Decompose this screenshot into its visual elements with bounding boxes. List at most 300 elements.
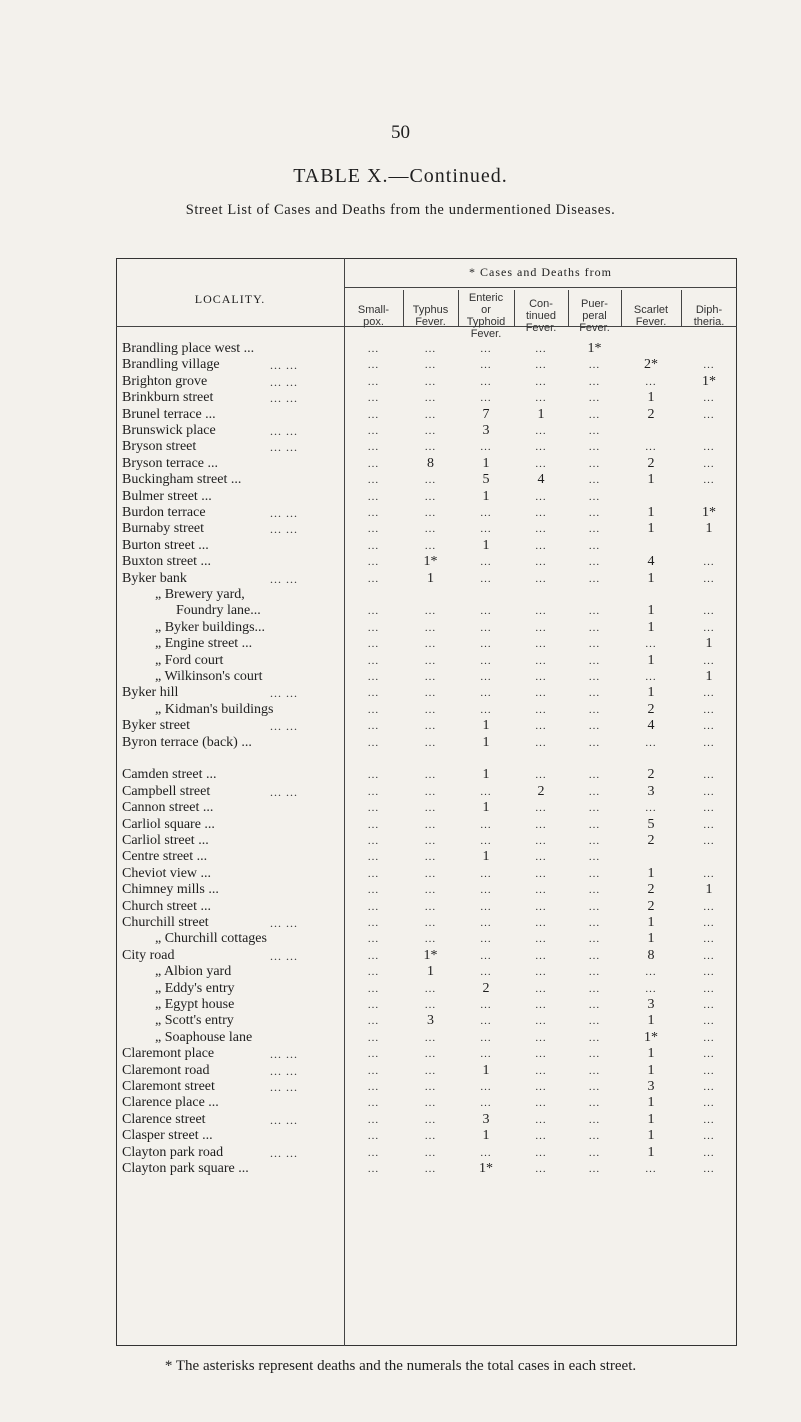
table-cell: ... [367, 949, 380, 962]
locality-name: Clayton park square ... [122, 1161, 249, 1176]
table-cell: ... [588, 441, 601, 454]
table-cell: ... [424, 736, 437, 749]
table-cell: 1 [537, 406, 545, 422]
table-row [0, 1112, 801, 1128]
table-cell: ... [367, 556, 380, 569]
column-header-line: theria. [693, 316, 725, 328]
table-cell: ... [424, 359, 437, 372]
table-cell: ... [367, 818, 380, 831]
table-row [0, 899, 801, 915]
table-cell: ... [588, 933, 601, 946]
table-cell: 1 [647, 1013, 655, 1029]
table-cell: ... [424, 1130, 437, 1143]
table-cell: ... [424, 441, 437, 454]
locality-name: Chimney mills ... [122, 882, 219, 898]
table-cell: ... [535, 949, 547, 962]
table-cell: ... [535, 1064, 547, 1077]
table-row [0, 751, 801, 767]
table-cell: ... [424, 507, 437, 519]
leader-dots: ... ... [270, 686, 298, 701]
leader-dots: ... ... [270, 1145, 298, 1160]
table-cell: ... [480, 917, 492, 929]
table-row [0, 669, 801, 685]
table-cell: ... [703, 867, 715, 880]
leader-dots: ... ... [270, 440, 298, 455]
table-title: TABLE X.—Continued. [293, 165, 508, 187]
table-cell: 1 [647, 603, 655, 619]
table-cell: ... [588, 785, 601, 798]
table-cell: 1 [482, 455, 490, 471]
table-cell: ... [535, 933, 547, 946]
table-cell: ... [480, 884, 492, 897]
table-cell: 1 [482, 537, 490, 553]
locality-name: „ Eddy's entry [155, 980, 235, 996]
table-cell: ... [535, 999, 547, 1011]
table-cell: 8 [427, 455, 434, 471]
table-row [0, 767, 801, 783]
table-cell: ... [367, 621, 380, 634]
table-row [0, 1013, 801, 1029]
locality-name: Burnaby street [122, 521, 205, 537]
table-cell: ... [480, 621, 492, 634]
table-cell: ... [588, 408, 601, 421]
table-cell: ... [480, 1031, 492, 1044]
table-cell: ... [424, 999, 437, 1011]
column-header-line: Typhus [412, 304, 449, 316]
table-cell: ... [588, 1064, 601, 1077]
locality-name: „ Kidman's buildings [155, 701, 274, 717]
table-cell: 1* [587, 341, 602, 356]
locality-name: Camden street ... [122, 767, 217, 783]
table-cell: 1 [647, 1128, 655, 1144]
table-cell: ... [367, 671, 380, 683]
table-cell: ... [367, 999, 380, 1011]
table-cell: ... [367, 343, 380, 355]
table-row [0, 866, 801, 882]
table-cell: 8 [647, 947, 655, 963]
locality-name: Clayton park road [122, 1144, 224, 1160]
leader-dots: ... ... [270, 948, 298, 963]
table-cell: ... [480, 572, 492, 585]
table-cell: ... [588, 474, 601, 487]
table-cell: ... [424, 474, 437, 487]
table-cell: ... [424, 703, 437, 716]
table-cell: 1* [423, 947, 438, 963]
table-cell: ... [703, 359, 715, 372]
table-cell: ... [480, 343, 492, 355]
table-cell: 1 [705, 882, 713, 898]
table-cell: 2 [647, 406, 655, 422]
table-cell: 4 [537, 472, 545, 488]
table-cell: 1 [482, 488, 490, 504]
column-header-line: peral [582, 310, 607, 322]
table-cell: ... [535, 457, 547, 470]
locality-name: Claremont place [122, 1046, 215, 1062]
table-cell: 2 [647, 455, 655, 471]
table-cell: ... [588, 671, 601, 683]
leader-dots: ... ... [270, 719, 298, 734]
table-cell: ... [480, 785, 492, 798]
table-cell: ... [367, 1130, 380, 1143]
table-cell: 2 [647, 701, 655, 717]
table-cell: ... [424, 687, 437, 700]
table-cell: ... [703, 1163, 715, 1175]
table-cell: ... [588, 736, 601, 749]
table-cell: 1 [647, 619, 655, 635]
table-cell: ... [703, 982, 715, 995]
locality-name: Claremont street [122, 1079, 215, 1094]
table-cell: ... [367, 917, 380, 929]
table-cell: ... [367, 572, 380, 585]
table-cell: 2 [537, 783, 545, 799]
locality-name: Cheviot view ... [122, 865, 212, 881]
table-cell: ... [480, 835, 492, 847]
table-cell: ... [703, 802, 715, 815]
table-cell: ... [535, 425, 547, 437]
locality-name: Clarence place ... [122, 1095, 219, 1111]
table-cell: ... [588, 392, 601, 405]
table-cell: ... [535, 572, 547, 585]
locality-name: „ Albion yard [155, 964, 232, 980]
table-cell: ... [588, 1048, 601, 1061]
table-cell: 3 [482, 1111, 490, 1127]
table-cell: ... [703, 441, 715, 454]
column-header-line: Fever. [525, 322, 557, 334]
column-header [403, 304, 458, 328]
table-cell: ... [645, 736, 657, 749]
table-cell: 1 [705, 669, 713, 684]
table-cell: ... [424, 917, 437, 929]
table-cell: ... [367, 867, 380, 880]
table-cell: ... [424, 375, 437, 388]
table-cell: ... [367, 654, 380, 667]
table-row [0, 472, 801, 488]
table-cell: ... [367, 1097, 380, 1110]
table-cell: ... [588, 867, 601, 880]
table-cell: ... [424, 1113, 437, 1126]
table-row [0, 390, 801, 406]
table-cell: ... [535, 359, 547, 372]
column-header-line: Fever. [579, 322, 610, 334]
table-cell: 2 [482, 980, 490, 996]
table-row [0, 964, 801, 980]
table-row [0, 817, 801, 833]
leader-dots: ... ... [270, 424, 298, 438]
table-cell: ... [588, 490, 601, 503]
table-cell: ... [367, 474, 380, 487]
table-row [0, 1128, 801, 1144]
table-cell: ... [703, 1048, 715, 1061]
column-header-line: Con- [529, 298, 553, 310]
table-cell: ... [588, 457, 601, 470]
table-cell: ... [424, 720, 437, 733]
table-cell: ... [367, 703, 380, 716]
table-cell: 1 [482, 849, 490, 865]
table-cell: ... [367, 966, 380, 979]
header-rule [344, 287, 737, 288]
table-cell: ... [367, 802, 380, 815]
column-header-line: Fever. [415, 316, 446, 328]
table-cell: 2 [647, 767, 655, 783]
table-cell: ... [588, 1081, 601, 1093]
table-cell: ... [535, 654, 547, 667]
table-cell: ... [480, 933, 492, 946]
column-header-line: Puer- [581, 298, 608, 310]
table-row [0, 603, 801, 619]
table-cell: ... [588, 900, 601, 913]
leader-dots: ... ... [270, 374, 298, 389]
table-row [0, 636, 801, 652]
table-cell: 1 [482, 1062, 490, 1078]
table-cell: ... [535, 1113, 547, 1126]
table-row [0, 702, 801, 718]
table-cell: ... [535, 966, 547, 979]
table-cell: ... [480, 1097, 492, 1110]
table-cell: ... [645, 638, 657, 651]
locality-name: Carliol street ... [122, 833, 209, 848]
table-cell: ... [424, 621, 437, 634]
table-cell: ... [588, 687, 601, 700]
table-cell: 5 [647, 816, 655, 832]
table-cell: ... [588, 720, 601, 733]
table-cell: ... [535, 1081, 547, 1093]
table-cell: 1* [702, 505, 716, 520]
table-cell: 1 [647, 390, 655, 406]
leader-dots: ... ... [270, 358, 298, 373]
locality-name: Buckingham street ... [122, 472, 242, 488]
column-header-line: Enteric [468, 292, 504, 304]
locality-name: „ Engine street ... [155, 636, 253, 652]
column-header-line: Fever. [635, 316, 667, 328]
table-cell: ... [703, 900, 715, 913]
table-cell: ... [367, 359, 380, 372]
locality-name: Byker hill [122, 685, 179, 701]
table-cell: ... [367, 638, 380, 651]
locality-name: „ Soaphouse lane [155, 1029, 253, 1045]
table-cell: 4 [647, 718, 655, 734]
table-cell: ... [367, 736, 380, 749]
table-cell: ... [424, 671, 437, 683]
table-cell: ... [535, 1097, 547, 1110]
table-cell: 1 [647, 570, 655, 586]
table-cell: ... [703, 818, 715, 831]
locality-name: Clarence street [122, 1111, 206, 1127]
locality-name: „ Wilkinson's court [155, 669, 263, 684]
table-cell: ... [588, 621, 601, 634]
table-row [0, 1095, 801, 1111]
column-header-line: Fever. [470, 328, 502, 340]
table-cell: ... [588, 851, 601, 864]
table-cell: ... [367, 1015, 380, 1028]
table-cell: 1 [647, 652, 655, 668]
locality-name: Buxton street ... [122, 554, 212, 570]
table-cell: 1 [647, 1062, 655, 1078]
table-cell: ... [703, 605, 715, 618]
column-header [568, 298, 621, 334]
table-cell: 1 [647, 685, 655, 701]
table-cell: 3 [647, 783, 655, 799]
locality-header: LOCALITY. [194, 292, 266, 306]
leader-dots: ... ... [270, 1080, 298, 1094]
table-cell: ... [367, 1146, 380, 1159]
table-cell: ... [645, 441, 657, 454]
table-cell: ... [588, 1015, 601, 1028]
table-cell: ... [645, 802, 657, 815]
table-cell: ... [367, 457, 380, 470]
table-cell: ... [588, 1031, 601, 1044]
table-cell: ... [703, 720, 715, 733]
table-cell: ... [424, 1081, 437, 1093]
table-row [0, 439, 801, 455]
table-row [0, 931, 801, 947]
table-cell: ... [367, 605, 380, 618]
table-cell: ... [703, 769, 715, 782]
table-row [0, 1161, 801, 1177]
table-cell: ... [588, 605, 601, 618]
table-cell: ... [535, 900, 547, 913]
table-cell: ... [588, 1097, 601, 1110]
column-header-line: Typhoid [466, 316, 506, 328]
table-cell: ... [703, 736, 715, 749]
table-row [0, 735, 801, 751]
table-cell: ... [703, 687, 715, 700]
table-cell: ... [588, 818, 601, 831]
locality-name: Carliol square ... [122, 816, 215, 832]
table-cell: ... [424, 1031, 437, 1044]
locality-name: „ Churchill cottages [155, 931, 267, 947]
table-cell: ... [480, 671, 492, 683]
table-cell: ... [367, 1081, 380, 1093]
table-cell: ... [588, 654, 601, 667]
table-cell: ... [367, 490, 380, 503]
footnote: * The asterisks represent deaths and the numerals the total cases in each street. [164, 1358, 637, 1374]
table-cell: ... [367, 933, 380, 946]
table-cell: 1 [647, 1144, 655, 1160]
leader-dots: ... ... [270, 916, 298, 930]
table-cell: ... [367, 769, 380, 782]
table-cell: ... [367, 1031, 380, 1044]
table-row [0, 1145, 801, 1161]
table-cell: ... [588, 884, 601, 897]
table-cell: ... [480, 818, 492, 831]
table-cell: ... [480, 392, 492, 405]
table-cell: ... [535, 917, 547, 929]
locality-name: „ Ford court [155, 652, 224, 668]
table-cell: ... [367, 441, 380, 454]
table-cell: ... [535, 490, 547, 503]
table-cell: ... [703, 654, 715, 667]
table-cell: ... [535, 687, 547, 700]
table-cell: ... [367, 1113, 380, 1126]
locality-name: Brinkburn street [122, 390, 214, 406]
table-cell: ... [480, 1081, 492, 1093]
table-cell: ... [588, 982, 601, 995]
table-cell: ... [588, 966, 601, 979]
table-cell: 1 [647, 472, 655, 488]
table-cell: ... [480, 1015, 492, 1028]
table-cell: ... [424, 343, 437, 355]
locality-name: Bryson terrace ... [122, 455, 219, 471]
locality-name: Bryson street [122, 439, 197, 455]
table-row [0, 718, 801, 734]
table-cell: ... [535, 1130, 547, 1143]
table-cell: ... [703, 474, 715, 487]
table-cell: ... [367, 425, 380, 437]
table-row [0, 833, 801, 849]
table-cell: ... [367, 900, 380, 913]
table-cell: ... [367, 1163, 380, 1175]
table-cell: ... [703, 1097, 715, 1110]
table-cell: ... [588, 1146, 601, 1159]
table-cell: 1* [423, 554, 438, 570]
locality-name: „ Byker buildings... [155, 619, 266, 635]
table-cell: ... [535, 867, 547, 880]
table-cell: ... [535, 392, 547, 405]
table-cell: 1* [702, 373, 716, 389]
table-cell: ... [424, 1048, 437, 1061]
table-cell: 1 [647, 1095, 655, 1111]
table-cell: ... [588, 425, 601, 437]
table-cell: ... [367, 851, 380, 864]
table-cell: ... [480, 1146, 492, 1159]
table-cell: ... [480, 999, 492, 1011]
table-cell: ... [367, 408, 380, 421]
table-cell: ... [424, 408, 437, 421]
table-cell: ... [588, 1113, 601, 1126]
table-cell: ... [424, 638, 437, 651]
table-cell: ... [645, 1163, 657, 1175]
table-cell: ... [703, 1064, 715, 1077]
table-cell: ... [588, 703, 601, 716]
table-cell: ... [535, 884, 547, 897]
table-cell: ... [480, 949, 492, 962]
table-cell: ... [367, 1064, 380, 1077]
table-row [0, 571, 801, 587]
table-cell: ... [645, 982, 657, 995]
table-cell: ... [424, 539, 437, 552]
table-cell: ... [480, 703, 492, 716]
table-cell: ... [588, 523, 601, 536]
leader-dots: ... ... [270, 784, 298, 799]
table-cell: 1 [647, 931, 655, 947]
table-cell: 3 [482, 423, 490, 438]
locality-name: Foundry lane... [176, 603, 261, 619]
table-row [0, 505, 801, 521]
table-cell: ... [588, 638, 601, 651]
table-cell: 1 [427, 964, 434, 980]
table-cell: ... [535, 638, 547, 651]
table-cell: ... [535, 343, 547, 355]
table-row [0, 489, 801, 505]
table-cell: ... [703, 1031, 715, 1044]
table-cell: ... [535, 441, 547, 454]
table-cell: 1 [647, 915, 655, 930]
table-cell: ... [703, 1081, 715, 1093]
table-cell: ... [424, 835, 437, 847]
table-cell: 2 [647, 833, 655, 848]
locality-name: „ Scott's entry [155, 1013, 234, 1029]
table-row [0, 685, 801, 701]
table-cell: ... [535, 375, 547, 388]
table-cell: ... [645, 966, 657, 979]
table-row [0, 538, 801, 554]
table-cell: 4 [647, 554, 655, 570]
locality-name: Cannon street ... [122, 800, 214, 816]
table-cell: ... [535, 703, 547, 716]
table-row [0, 849, 801, 865]
table-row [0, 1079, 801, 1095]
table-cell: ... [367, 982, 380, 995]
